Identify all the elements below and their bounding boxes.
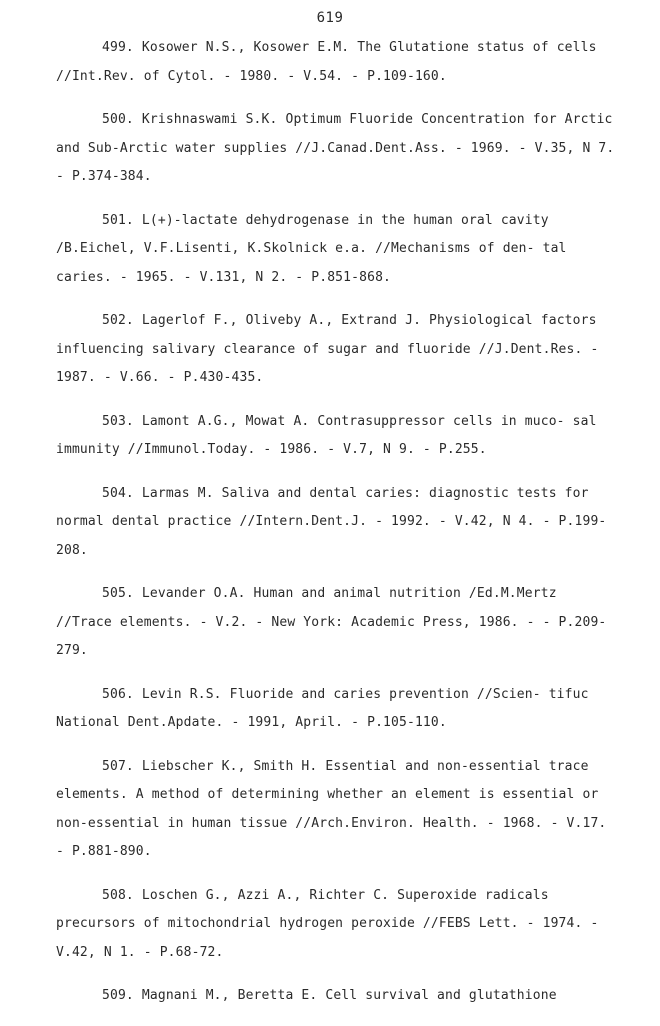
reference-entry: 499. Kosower N.S., Kosower E.M. The Glutatione status of cells //Int.Rev. of Cytol. - 1980. - V.54. - P.109-160. (56, 40, 597, 84)
reference-entry: 500. Krishnaswami S.K. Optimum Fluoride Concentration for Arctic and Sub-Arctic water supplies //J.Canad.Dent.Ass. - 1969. - V.35, N 7. - P.374-384. (56, 112, 615, 184)
reference-entry: 505. Levander O.A. Human and animal nutrition /Ed.M.Mertz //Trace elements. - V.2. - New York: Academic Press, 1986. - - P.209-279. (56, 586, 607, 658)
reference-entry: 501. L(+)-lactate dehydrogenase in the human oral cavity /B.Eichel, V.F.Lisenti, K.Skolnick e.a. //Mechanisms of den- tal caries. - 1965. - V.131, N 2. - P.851-868. (56, 212, 567, 285)
reference-entry: 508. Loschen G., Azzi A., Richter C. Superoxide radicals precursors of mitochondrial hydrogen peroxide //FEBS Lett. - 1974. - V.42, N 1. - P.68-72. (56, 887, 599, 960)
reference-list (56, 34, 616, 1026)
reference-entry: 507. Liebscher K., Smith H. Essential and non-essential trace elements. A method of determining whether an element is essential or non-essential in human tissue //Arch.Environ. Health. - 1968. - V.17. - P.881-890. (56, 758, 607, 859)
reference-entry: 502. Lagerlof F., Oliveby A., Extrand J. Physiological factors influencing salivary clearance of sugar and fluoride //J.Dent.Res. - 1987. - V.66. - P.430-435. (56, 313, 599, 385)
page-number: 619 (316, 10, 344, 26)
reference-entry: 504. Larmas M. Saliva and dental caries: diagnostic tests for normal dental practice //Intern.Dent.J. - 1992. - V.42, N 4. - P.199-208. (56, 485, 607, 558)
reference-entry: 503. Lamont A.G., Mowat A. Contrasuppressor cells in muco- sal immunity //Immunol.Today. - 1986. - V.7, N 9. - P.255. (56, 413, 597, 457)
reference-entry: 509. Magnani M., Beretta E. Cell survival and glutathione (102, 988, 557, 1003)
reference-entry: 506. Levin R.S. Fluoride and caries prevention //Scien- tifuc National Dent.Apdate. - 1991, April. - P.105-110. (56, 686, 589, 730)
